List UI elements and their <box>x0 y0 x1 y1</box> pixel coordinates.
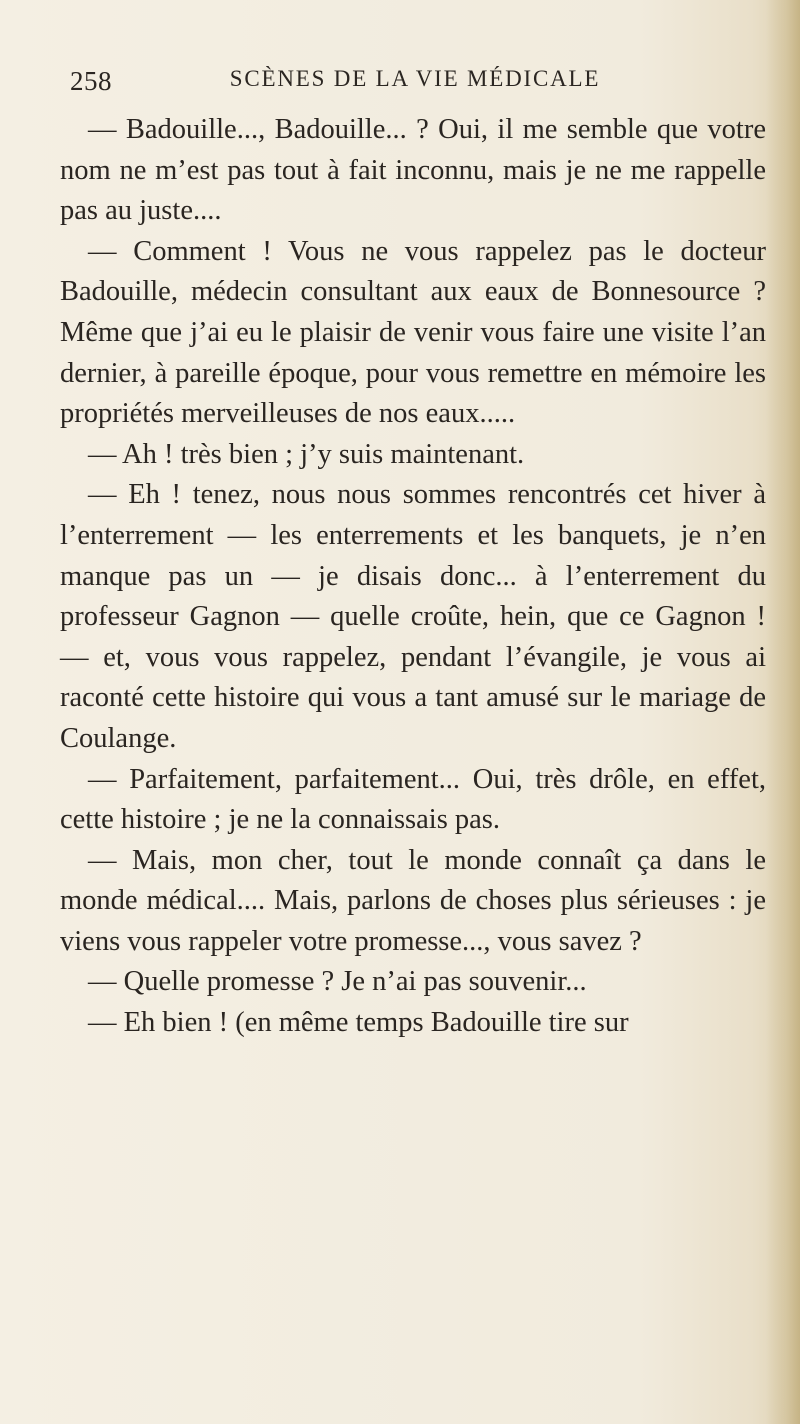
paragraph: — Comment ! Vous ne vous rappelez pas le docteur Badouille, médecin consultant aux eaux de Bonnesource ? Même que j’ai eu le plaisir de venir vous faire une visite l’an dernier, à pareille époque, pour vous remettre en mémoire les propriétés merveilleuses de nos eaux..... <box>60 235 766 430</box>
running-title: SCÈNES DE LA VIE MÉDICALE <box>229 66 601 91</box>
paragraph: — Badouille..., Badouille... ? Oui, il me semble que votre nom ne m’est pas tout à fait inconnu, mais je ne me rappelle pas au juste.... <box>60 114 766 227</box>
paragraph: — Mais, mon cher, tout le monde connaît ça dans le monde médical.... Mais, parlons de choses plus sérieuses : je viens vous rappeler votre promesse..., vous savez ? <box>60 844 766 957</box>
body-text <box>60 110 766 1044</box>
paragraph: — Eh bien ! (en même temps Badouille tire sur <box>88 1007 629 1039</box>
paragraph: — Eh ! tenez, nous nous sommes rencontrés cet hiver à l’enterrement — les enterrements et les banquets, je n’en manque pas un — je disais donc... à l’enterrement du professeur Gagnon — quelle croûte, hein, que ce Gagnon ! — et, vous vous rappelez, pendant l’évangile, je vous ai raconté cette histoire qui vous a tant amusé sur le mariage de Coulange. <box>60 479 766 754</box>
paragraph: — Ah ! très bien ; j’y suis maintenant. <box>88 438 525 470</box>
page-edge-shadow <box>766 0 800 1424</box>
page-number: 258 <box>70 66 112 96</box>
paragraph: — Parfaitement, parfaitement... Oui, très drôle, en effet, cette histoire ; je ne la connaissais pas. <box>60 763 766 836</box>
paragraph: — Quelle promesse ? Je n’ai pas souvenir... <box>88 966 587 998</box>
page-header <box>70 66 770 102</box>
